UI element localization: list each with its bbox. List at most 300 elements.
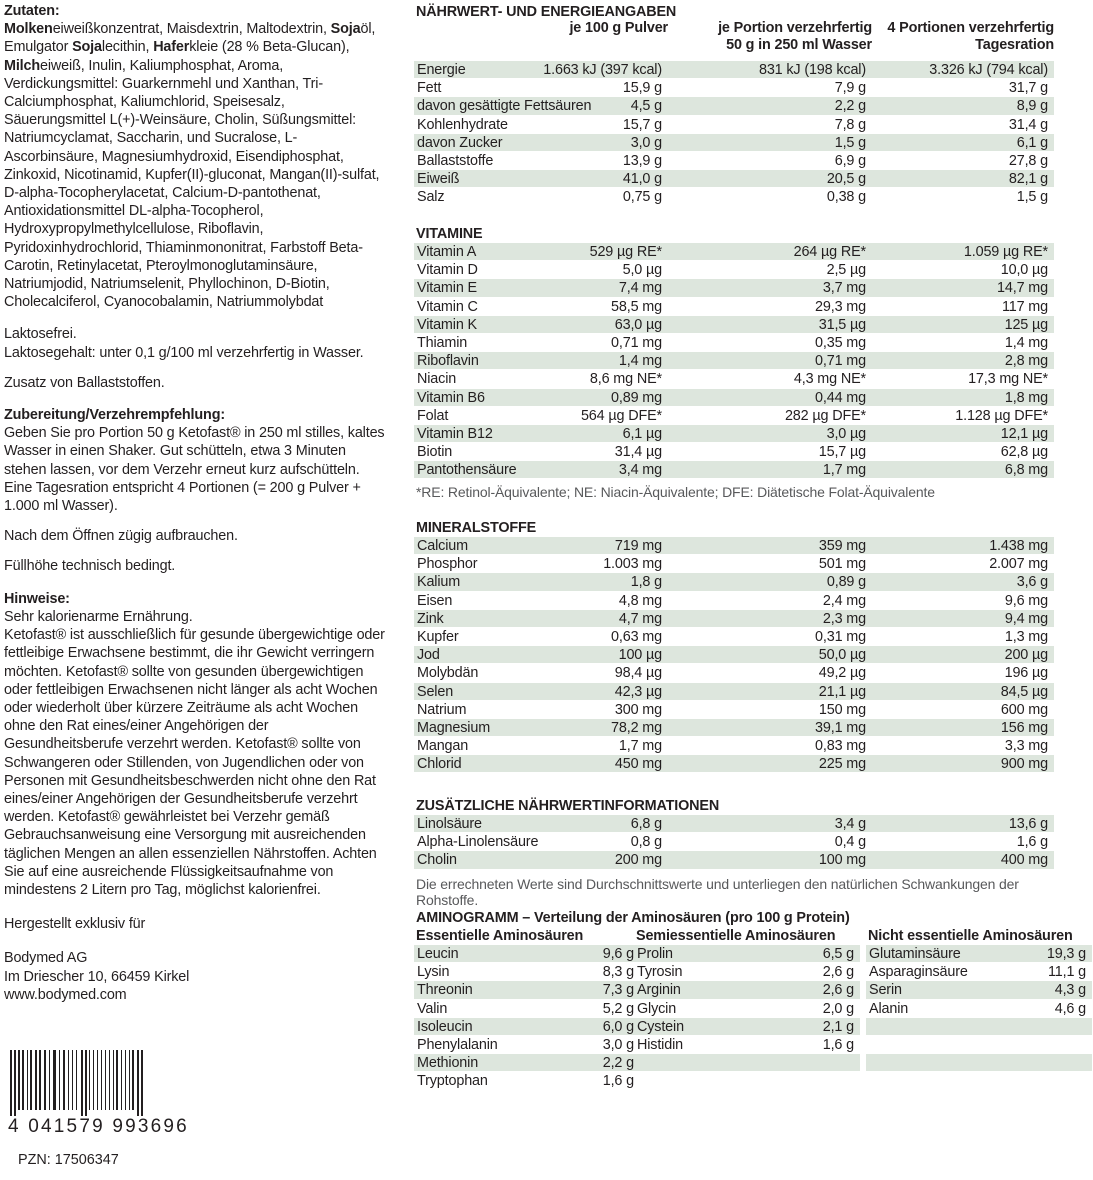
value-daily-ration: 6,1 g: [1016, 134, 1048, 151]
value-per-100g: 0,71 mg: [611, 334, 662, 351]
amino-row: [866, 963, 1092, 981]
amino-acid-name: Valin: [417, 1000, 448, 1017]
value-per-portion: 0,38 g: [826, 189, 866, 206]
amino-acid-value: 1,6 g: [822, 1036, 854, 1053]
barcode-bar: [18, 1050, 20, 1110]
manufacturer-address: Im Driescher 10, 66459 Kirkel: [4, 968, 190, 985]
value-daily-ration: 14,7 mg: [997, 280, 1048, 297]
value-per-portion: 225 mg: [818, 756, 866, 773]
amino-acid-value: 2,0 g: [822, 1000, 854, 1017]
barcode-bar: [116, 1050, 118, 1110]
amino-row: [634, 981, 860, 999]
value-daily-ration: 1.128 µg DFE*: [955, 407, 1048, 424]
amino-acid-value: 9,6 g: [602, 946, 634, 962]
value-per-portion: 39,1 mg: [815, 719, 866, 736]
lactose-free-text: Laktosefrei.: [4, 326, 77, 343]
additional-footnote: Die errechneten Werte sind Durchschnittswerte und unterliegen den natürlichen Schwankungen der Rohstoffe.: [416, 876, 1019, 908]
value-per-portion: 2,4 mg: [822, 592, 866, 609]
barcode-bar: [81, 1050, 83, 1116]
value-per-100g: 0,75 g: [622, 189, 662, 206]
value-daily-ration: 900 mg: [1000, 756, 1048, 773]
value-per-100g: 1.663 kJ (397 kcal): [543, 62, 662, 78]
barcode-bar: [59, 1050, 60, 1110]
amino-row: [414, 1036, 640, 1054]
value-per-portion: 0,44 mg: [815, 389, 866, 406]
amino-acid-value: 6,5 g: [822, 946, 854, 962]
row-label: Salz: [417, 189, 445, 206]
barcode-bar: [97, 1050, 98, 1110]
value-daily-ration: 1,4 mg: [1004, 334, 1048, 351]
table-row: [414, 261, 1054, 279]
barcode-bar: [137, 1050, 139, 1116]
after-opening-text: Nach dem Öffnen zügig aufbrauchen.: [4, 528, 238, 545]
barcode-bar: [101, 1050, 102, 1110]
value-per-100g: 58,5 mg: [611, 298, 662, 315]
value-per-portion: 3,7 mg: [822, 280, 866, 297]
manufacturer-name: Bodymed AG: [4, 950, 88, 967]
barcode-bar: [132, 1050, 134, 1110]
barcode-bar: [49, 1050, 50, 1110]
amino-row: [866, 981, 1092, 999]
row-label: Phosphor: [417, 556, 478, 573]
allergen-text: Milch: [4, 57, 41, 74]
table-row: [414, 610, 1054, 628]
value-per-100g: 300 mg: [614, 701, 662, 718]
row-label: Pantothensäure: [417, 462, 517, 479]
value-per-100g: 0,8 g: [630, 834, 662, 851]
manufacturer-web: www.bodymed.com: [4, 986, 127, 1003]
table-row: [414, 116, 1054, 134]
value-per-100g: 8,6 mg NE*: [589, 371, 662, 388]
value-per-portion: 31,5 µg: [818, 316, 866, 333]
value-per-100g: 529 µg RE*: [589, 244, 662, 260]
value-daily-ration: 3.326 kJ (794 kcal): [929, 62, 1048, 78]
preparation-text: Geben Sie pro Portion 50 g Ketofast® in 250 ml stilles, kaltes Wasser in einen Shaker. Gut schütteln, etwa 3 Minuten stehen lassen, vor dem Verzehr erneut kurz aufschütteln. Eine Tagesration entspricht 4 Portionen (= 200 g Pulver + 1.000 ml Wasser).: [4, 425, 385, 515]
table-row: [414, 316, 1054, 334]
value-daily-ration: 9,6 mg: [1004, 592, 1048, 609]
additional-title: ZUSÄTZLICHE NÄHRWERTINFORMATIONEN: [416, 798, 720, 814]
value-per-100g: 564 µg DFE*: [580, 407, 662, 424]
amino-row: [414, 1000, 640, 1018]
barcode-bar: [141, 1050, 143, 1116]
row-label: Cholin: [417, 852, 457, 869]
row-label: Chlorid: [417, 756, 462, 773]
value-daily-ration: 31,7 g: [1008, 80, 1048, 97]
amino-row: [414, 1054, 640, 1072]
allergen-text: Hafer: [153, 39, 190, 56]
value-per-portion: 50,0 µg: [818, 647, 866, 664]
ingredient-text: eiweiß, Inulin, Kaliumphosphat, Aroma, Verdickungsmittel: Guarkernmehl und Xanthan, Tri-Calciumphosphat, Kaliumchlorid, Speisesalz, Säuerungsmittel L(+)-Weinsäure, Cholin, Süßungsmittel: Natriumcyclamat, Saccharin, und Sucralose, L-Ascorbinsäure, Magnesiumhydroxid, Eisendiphosphat, Zinkoxid, Nicotinamid, Kupfer(II)-gluconat, Mangan(II)-sulfat, D-alpha-Tocopherylacetat, Calcium-D-pantothenat, Antioxidationsmittel DL-alpha-Tocopherol, Hydroxypropylmethylcellulose, Riboflavin, Pyridoxinhydrochlorid, Thiaminmononitrat, Farbstoff Beta-Carotin, Retinylacetat, Pteroylmonoglutaminsäure, Natriumjodid, Natriumselenit, Phyllochinon, D-Biotin, Cholecalciferol, Cyanocobalamin, Natriummolybdat: [4, 57, 380, 311]
value-daily-ration: 1.059 µg RE*: [963, 244, 1048, 260]
amino-title: AMINOGRAMM – Verteilung der Aminosäuren (pro 100 g Protein): [416, 910, 850, 926]
row-label: Alpha-Linolensäure: [417, 834, 539, 851]
value-per-100g: 4,8 mg: [618, 592, 662, 609]
table-row: [414, 389, 1054, 407]
table-row: [414, 407, 1054, 425]
table-row: [414, 664, 1054, 682]
additional-table: [414, 815, 1054, 870]
amino-row: [634, 1000, 860, 1018]
col-header-per-portion: je Portion verzehrfertig 50 g in 250 ml Wasser: [718, 20, 872, 53]
value-per-portion: 4,3 mg NE*: [793, 371, 866, 388]
amino-row: [866, 1018, 1092, 1036]
value-per-100g: 31,4 µg: [614, 444, 662, 461]
vitamins-title: VITAMINE: [416, 226, 483, 242]
ingredient-text: kleie (28 % Beta-Glucan),: [189, 39, 350, 56]
row-label: Magnesium: [417, 719, 491, 736]
value-per-portion: 359 mg: [818, 538, 866, 554]
amino-row: [634, 945, 860, 963]
amino-essential-column: [414, 927, 640, 1091]
value-per-portion: 0,31 mg: [815, 628, 866, 645]
amino-row: [414, 981, 640, 999]
value-daily-ration: 10,0 µg: [1000, 262, 1048, 279]
value-per-portion: 282 µg DFE*: [784, 407, 866, 424]
value-per-100g: 1,7 mg: [618, 738, 662, 755]
table-row: [414, 334, 1054, 352]
barcode-bar: [109, 1050, 110, 1110]
value-per-portion: 0,71 mg: [815, 353, 866, 370]
value-daily-ration: 200 µg: [1004, 647, 1048, 664]
row-label: Thiamin: [417, 334, 468, 351]
table-row: [414, 592, 1054, 610]
table-row: [414, 683, 1054, 701]
amino-row: [866, 1036, 1092, 1054]
amino-acid-value: 8,3 g: [602, 964, 634, 981]
barcode-bar: [121, 1050, 122, 1110]
lactose-content-text: Laktosegehalt: unter 0,1 g/100 ml verzehrfertig in Wasser.: [4, 344, 364, 361]
value-per-portion: 264 µg RE*: [793, 244, 866, 260]
left-column: [4, 2, 388, 1004]
value-per-portion: 150 mg: [818, 701, 866, 718]
table-row: [414, 425, 1054, 443]
table-row: [414, 628, 1054, 646]
value-per-100g: 13,9 g: [622, 152, 662, 169]
amino-acid-name: Histidin: [637, 1036, 683, 1053]
table-row: [414, 97, 1054, 115]
amino-column-header: Semiessentielle Aminosäuren: [636, 928, 836, 944]
barcode-bar: [27, 1050, 28, 1110]
barcode-bar: [85, 1050, 87, 1116]
value-per-100g: 1.003 mg: [603, 556, 662, 573]
value-per-portion: 3,0 µg: [826, 425, 866, 442]
value-daily-ration: 125 µg: [1004, 316, 1048, 333]
value-per-100g: 63,0 µg: [614, 316, 662, 333]
barcode-bar: [93, 1050, 94, 1110]
value-per-portion: 20,5 g: [826, 171, 866, 188]
amino-column-header: Essentielle Aminosäuren: [416, 928, 584, 944]
row-label: Vitamin K: [417, 316, 477, 333]
value-daily-ration: 3,6 g: [1016, 574, 1048, 591]
value-per-100g: 719 mg: [614, 538, 662, 554]
value-daily-ration: 156 mg: [1000, 719, 1048, 736]
value-daily-ration: 9,4 mg: [1004, 610, 1048, 627]
row-label: Linolsäure: [417, 816, 482, 832]
amino-acid-name: Alanin: [869, 1000, 909, 1017]
value-daily-ration: 17,3 mg NE*: [968, 371, 1048, 388]
value-daily-ration: 8,9 g: [1016, 98, 1048, 115]
table-row: [414, 737, 1054, 755]
table-row: [414, 243, 1054, 261]
value-daily-ration: 62,8 µg: [1000, 444, 1048, 461]
barcode-bar: [53, 1050, 56, 1110]
value-per-portion: 21,1 µg: [818, 683, 866, 700]
amino-acid-value: 2,2 g: [602, 1055, 634, 1072]
value-per-portion: 2,5 µg: [826, 262, 866, 279]
amino-acid-name: Threonin: [417, 982, 473, 999]
amino-acid-name: Arginin: [637, 982, 681, 999]
amino-row: [414, 1072, 640, 1090]
barcode-bar: [125, 1050, 126, 1110]
amino-row: [634, 1036, 860, 1054]
hints-text: Ketofast® ist ausschließlich für gesunde übergewichtige oder fettleibige Erwachsene bestimmt, die ihr Gewicht verringern möchten. Ketofast® sollte von gesunden übergewichtigen oder fettleibigen Erwachsenen nicht länger als acht Wochen oder wiederholt über kürzere Zeiträume als acht Wochen ohne den Rat eines/einer Angehörigen der Gesundheitsberufe verzehrt werden. Ketofast® sollte von Schwangeren oder Stillenden, von Jugendlichen oder von Personen mit Gesundheitsbeschwerden nicht ohne den Rat eines/einer Angehörigen der Gesundheitsberufe verzehrt werden. Ketofast® gewährleistet bei Verzehr gemäß Gebrauchsanweisung eine Versorgung mit ausreichenden täglichen Mengen an allen essenziellen Nährstoffen. Achten Sie auf eine ausreichende Flüssigkeitsaufnahme von mindestens 2 Litern pro Tag, möglichst kalorienfrei.: [4, 627, 385, 898]
row-label: Kupfer: [417, 628, 459, 645]
value-per-portion: 2,3 mg: [822, 610, 866, 627]
amino-acid-name: Serin: [869, 982, 902, 999]
value-per-portion: 0,4 g: [834, 834, 866, 851]
value-per-100g: 41,0 g: [622, 171, 662, 188]
amino-semiessential-column: [634, 927, 860, 1072]
table-row: [414, 370, 1054, 388]
amino-acid-name: Lysin: [417, 964, 450, 981]
value-per-100g: 200 mg: [614, 852, 662, 869]
amino-acid-value: 3,0 g: [602, 1036, 634, 1053]
barcode-bar: [68, 1050, 69, 1110]
value-daily-ration: 1,3 mg: [1004, 628, 1048, 645]
value-per-portion: 7,8 g: [834, 116, 866, 133]
amino-acid-value: 2,1 g: [822, 1018, 854, 1035]
value-per-100g: 7,4 mg: [618, 280, 662, 297]
amino-acid-value: 19,3 g: [1046, 946, 1086, 962]
amino-acid-name: Glutaminsäure: [869, 946, 961, 962]
amino-acid-name: Cystein: [637, 1018, 684, 1035]
barcode-bar: [113, 1050, 114, 1110]
value-daily-ration: 2,8 mg: [1004, 353, 1048, 370]
value-per-portion: 15,7 µg: [818, 444, 866, 461]
amino-row: [634, 1018, 860, 1036]
table-row: [414, 755, 1054, 773]
row-label: Kohlenhydrate: [417, 116, 508, 133]
row-label: Folat: [417, 407, 449, 424]
value-daily-ration: 84,5 µg: [1000, 683, 1048, 700]
amino-row: [414, 945, 640, 963]
amino-row: [866, 1000, 1092, 1018]
hints-heading: Hinweise:: [4, 590, 70, 607]
barcode-bar: [22, 1050, 24, 1110]
table-row: [414, 701, 1054, 719]
row-label: Energie: [417, 62, 466, 78]
value-per-portion: 2,2 g: [834, 98, 866, 115]
value-daily-ration: 13,6 g: [1008, 816, 1048, 832]
row-label: Eiweiß: [417, 171, 460, 188]
barcode-bar: [89, 1050, 90, 1110]
value-per-100g: 3,4 mg: [618, 462, 662, 479]
pzn-code: PZN: 17506347: [18, 1152, 119, 1168]
amino-nonessential-column: [866, 927, 1092, 1072]
amino-acid-name: Phenylalanin: [417, 1036, 498, 1053]
value-per-portion: 7,9 g: [834, 80, 866, 97]
ingredient-text: lecithin,: [101, 39, 154, 56]
table-row: [414, 134, 1054, 152]
value-per-100g: 0,89 mg: [611, 389, 662, 406]
amino-acid-value: 11,1 g: [1047, 964, 1086, 981]
value-per-100g: 78,2 mg: [611, 719, 662, 736]
fill-level-text: Füllhöhe technisch bedingt.: [4, 558, 176, 575]
manufacturer-intro: Hergestellt exklusiv für: [4, 916, 146, 933]
barcode-bar: [105, 1050, 106, 1110]
value-per-portion: 6,9 g: [834, 152, 866, 169]
row-label: Biotin: [417, 444, 453, 461]
value-per-100g: 5,0 µg: [622, 262, 662, 279]
row-label: davon gesättigte Fettsäuren: [417, 98, 592, 115]
amino-acid-value: 1,6 g: [602, 1073, 634, 1090]
value-per-100g: 1,8 g: [630, 574, 662, 591]
table-row: [414, 152, 1054, 170]
value-daily-ration: 600 mg: [1000, 701, 1048, 718]
value-daily-ration: 1,6 g: [1016, 834, 1048, 851]
amino-acid-value: 2,6 g: [822, 982, 854, 999]
amino-acid-name: Tyrosin: [637, 964, 683, 981]
amino-acid-name: Prolin: [637, 946, 673, 962]
vitamins-footnote: *RE: Retinol-Äquivalente; NE: Niacin-Äquivalente; DFE: Diätetische Folat-Äquivalente: [416, 484, 935, 500]
value-per-portion: 1,7 mg: [822, 462, 866, 479]
value-per-100g: 42,3 µg: [614, 683, 662, 700]
value-per-portion: 0,35 mg: [815, 334, 866, 351]
amino-acid-name: Asparaginsäure: [869, 964, 968, 981]
table-row: [414, 851, 1054, 869]
amino-acid-value: 4,6 g: [1054, 1000, 1086, 1017]
value-per-portion: 0,89 g: [826, 574, 866, 591]
row-label: Vitamin A: [417, 244, 477, 260]
barcode-bar: [14, 1050, 16, 1116]
table-row: [414, 537, 1054, 555]
value-daily-ration: 12,1 µg: [1000, 425, 1048, 442]
amino-acid-value: 4,3 g: [1054, 982, 1086, 999]
value-per-100g: 6,8 g: [630, 816, 662, 832]
barcode-bar: [129, 1050, 130, 1110]
amino-row: [866, 1054, 1092, 1072]
row-label: Fett: [417, 80, 442, 97]
row-label: Vitamin C: [417, 298, 478, 315]
amino-acid-value: 2,6 g: [822, 964, 854, 981]
table-row: [414, 833, 1054, 851]
barcode-bar: [30, 1050, 32, 1110]
table-row: [414, 719, 1054, 737]
row-label: Kalium: [417, 574, 461, 591]
value-per-100g: 3,0 g: [630, 134, 662, 151]
value-per-portion: 49,2 µg: [818, 665, 866, 682]
table-row: [414, 815, 1054, 833]
nutrition-title: NÄHRWERT- UND ENERGIEANGABEN: [416, 4, 677, 20]
value-per-100g: 15,9 g: [622, 80, 662, 97]
row-label: Eisen: [417, 592, 453, 609]
value-daily-ration: 31,4 g: [1008, 116, 1048, 133]
value-daily-ration: 1.438 mg: [989, 538, 1048, 554]
col-header-daily-ration: 4 Portionen verzehrfertig Tagesration: [887, 20, 1054, 53]
nutrition-table: [414, 61, 1054, 207]
amino-acid-value: 6,0 g: [602, 1018, 634, 1035]
table-row: [414, 461, 1054, 479]
value-daily-ration: 1,8 mg: [1004, 389, 1048, 406]
value-per-portion: 3,4 g: [834, 816, 866, 832]
amino-acid-name: Isoleucin: [417, 1018, 473, 1035]
value-per-portion: 29,3 mg: [815, 298, 866, 315]
table-row: [414, 443, 1054, 461]
row-label: Ballaststoffe: [417, 152, 494, 169]
row-label: Zink: [417, 610, 444, 627]
ingredients-text: [4, 20, 388, 311]
table-row: [414, 573, 1054, 591]
fiber-note: Zusatz von Ballaststoffen.: [4, 374, 165, 391]
row-label: Selen: [417, 683, 454, 700]
barcode-bar: [63, 1050, 65, 1110]
amino-acid-name: Methionin: [417, 1055, 479, 1072]
amino-row: [634, 1054, 860, 1072]
value-per-100g: 98,4 µg: [614, 665, 662, 682]
value-per-100g: 15,7 g: [622, 116, 662, 133]
amino-acid-value: 5,2 g: [602, 1000, 634, 1017]
row-label: Vitamin D: [417, 262, 478, 279]
minerals-table: [414, 537, 1054, 773]
row-label: Natrium: [417, 701, 467, 718]
value-per-100g: 4,7 mg: [618, 610, 662, 627]
value-per-100g: 450 mg: [614, 756, 662, 773]
value-per-100g: 6,1 µg: [622, 425, 662, 442]
amino-row: [866, 945, 1092, 963]
value-daily-ration: 400 mg: [1000, 852, 1048, 869]
amino-column-header: Nicht essentielle Aminosäuren: [868, 928, 1073, 944]
value-daily-ration: 27,8 g: [1008, 152, 1048, 169]
value-daily-ration: 196 µg: [1004, 665, 1048, 682]
table-row: [414, 298, 1054, 316]
value-per-portion: 0,83 mg: [815, 738, 866, 755]
amino-acid-value: 7,3 g: [602, 982, 634, 999]
value-daily-ration: 82,1 g: [1008, 171, 1048, 188]
row-label: Mangan: [417, 738, 469, 755]
value-per-100g: 1,4 mg: [618, 353, 662, 370]
table-row: [414, 279, 1054, 297]
allergen-text: Soja: [330, 21, 361, 38]
value-per-100g: 100 µg: [618, 647, 662, 664]
barcode-bar: [76, 1050, 77, 1110]
table-row: [414, 79, 1054, 97]
barcode-bar: [10, 1050, 12, 1116]
row-label: Jod: [417, 647, 440, 664]
value-per-portion: 831 kJ (198 kcal): [758, 62, 866, 78]
table-row: [414, 555, 1054, 573]
value-per-portion: 501 mg: [818, 556, 866, 573]
allergen-text: Soja: [72, 39, 102, 56]
row-label: Vitamin B12: [417, 425, 493, 442]
row-label: davon Zucker: [417, 134, 503, 151]
value-daily-ration: 3,3 mg: [1004, 738, 1048, 755]
table-row: [414, 646, 1054, 664]
row-label: Calcium: [417, 538, 468, 554]
value-daily-ration: 2.007 mg: [989, 556, 1048, 573]
amino-row: [634, 963, 860, 981]
value-per-portion: 1,5 g: [834, 134, 866, 151]
amino-row: [414, 1018, 640, 1036]
row-label: Molybdän: [417, 665, 479, 682]
table-row: [414, 188, 1054, 206]
table-row: [414, 352, 1054, 370]
ingredient-text: öl, Emulgator: [4, 21, 376, 56]
table-row: [414, 170, 1054, 188]
col-header-per-100g: je 100 g Pulver: [569, 20, 668, 36]
barcode-bar: [72, 1050, 73, 1110]
ingredient-text: eiweißkonzentrat, Maisdextrin, Maltodextrin,: [52, 21, 331, 38]
amino-acid-name: Glycin: [637, 1000, 677, 1017]
